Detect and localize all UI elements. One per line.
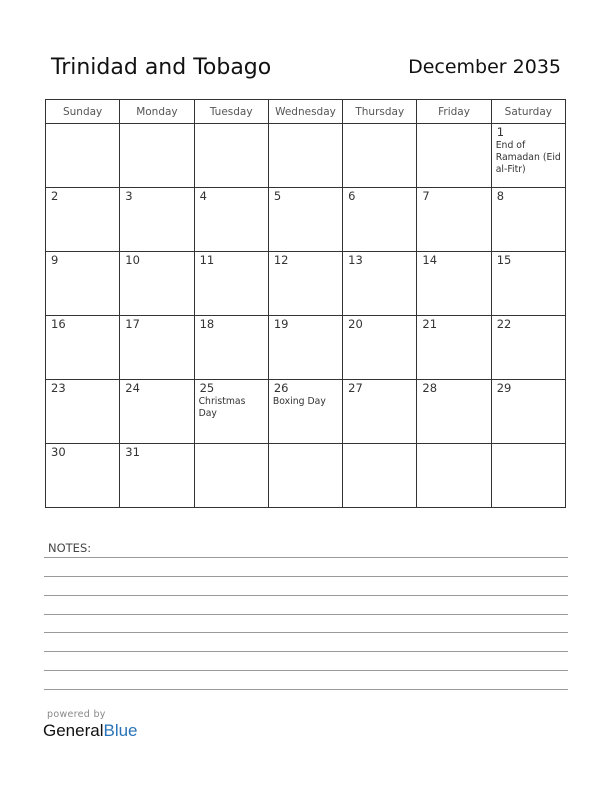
day-cell [491,444,565,508]
brand-general: General [43,721,104,740]
weekday-wednesday: Wednesday [268,100,342,124]
day-cell [343,316,417,380]
weekday-thursday: Thursday [343,100,417,124]
day-cell [268,380,342,444]
day-number: 28 [422,381,438,395]
day-number: 18 [199,317,215,331]
day-number: 5 [273,189,282,203]
day-cell [46,252,120,316]
generalblue-logo [43,721,138,741]
day-number: 7 [422,189,430,203]
weekday-friday: Friday [417,100,491,124]
weekday-monday: Monday [120,100,194,124]
note-line [44,576,568,577]
day-number: 17 [125,317,140,331]
day-cell [194,252,268,316]
brand-blue: Blue [103,721,138,740]
day-number: 9 [51,253,59,267]
day-cell [268,188,342,252]
note-line [44,689,568,690]
day-cell [46,444,120,508]
day-number: 3 [125,189,133,203]
day-cell [46,380,120,444]
day-number: 4 [199,189,207,203]
note-line [44,595,568,596]
day-number: 25 [199,381,215,395]
day-number: 23 [51,381,66,395]
day-cell [343,380,417,444]
calendar-weeks [46,124,566,508]
day-cell [268,124,342,188]
day-cell [268,444,342,508]
day-number: 21 [422,317,438,331]
day-number: 2 [51,189,59,203]
day-cell [343,124,417,188]
day-number: 20 [348,317,363,331]
calendar-week-row [46,252,566,316]
day-number: 1 [496,125,505,139]
note-line [44,557,568,558]
powered-by-text: powered by [47,709,106,720]
day-cell [417,124,491,188]
day-number: 12 [273,253,289,267]
notes-label: NOTES: [48,541,92,555]
calendar-week-row [46,380,566,444]
note-line [44,670,568,671]
day-number: 29 [496,381,512,395]
day-cell [46,124,120,188]
day-number: 19 [273,317,289,331]
calendar-week-row [46,444,566,508]
day-cell [491,380,565,444]
day-cell [268,316,342,380]
day-number: 24 [125,381,140,395]
day-cell [417,316,491,380]
day-cell [120,316,194,380]
day-cell [268,252,342,316]
holiday-label: End of Ramadan (Eid al-Fitr) [495,140,561,175]
day-cell [120,188,194,252]
day-cell [343,188,417,252]
holiday-label: Boxing Day [272,396,326,407]
day-cell [194,316,268,380]
note-line [44,632,568,633]
day-cell [491,252,565,316]
day-cell [120,252,194,316]
calendar-week-row [46,124,566,188]
day-number: 13 [348,253,363,267]
day-cell [194,124,268,188]
weekday-header-row [46,100,566,124]
day-cell [343,444,417,508]
day-cell [46,316,120,380]
day-cell [417,188,491,252]
day-cell [120,124,194,188]
calendar-week-row [46,316,566,380]
calendar-grid [45,99,566,508]
day-cell [491,124,565,188]
day-cell [491,316,565,380]
weekday-tuesday: Tuesday [194,100,268,124]
day-cell [491,188,565,252]
day-number: 31 [125,445,140,459]
day-cell [194,444,268,508]
note-line [44,614,568,615]
day-number: 6 [348,189,356,203]
note-line [44,651,568,652]
day-number: 16 [51,317,66,331]
country-title: Trinidad and Tobago [51,55,272,80]
day-number: 15 [496,253,512,267]
month-title: December 2035 [408,56,561,78]
day-cell [194,188,268,252]
day-number: 11 [199,253,215,267]
day-cell [417,252,491,316]
day-cell [194,380,268,444]
day-number: 27 [348,381,363,395]
day-cell [120,444,194,508]
day-number: 14 [422,253,438,267]
day-cell [343,252,417,316]
holiday-label: Christmas Day [198,396,246,419]
weekday-sunday: Sunday [46,100,120,124]
weekday-saturday: Saturday [491,100,565,124]
calendar-week-row [46,188,566,252]
day-cell [417,444,491,508]
day-number: 8 [496,189,505,203]
day-cell [417,380,491,444]
day-cell [120,380,194,444]
day-number: 22 [496,317,512,331]
day-number: 10 [125,253,140,267]
day-number: 30 [51,445,66,459]
day-number: 26 [273,381,289,395]
day-cell [46,188,120,252]
